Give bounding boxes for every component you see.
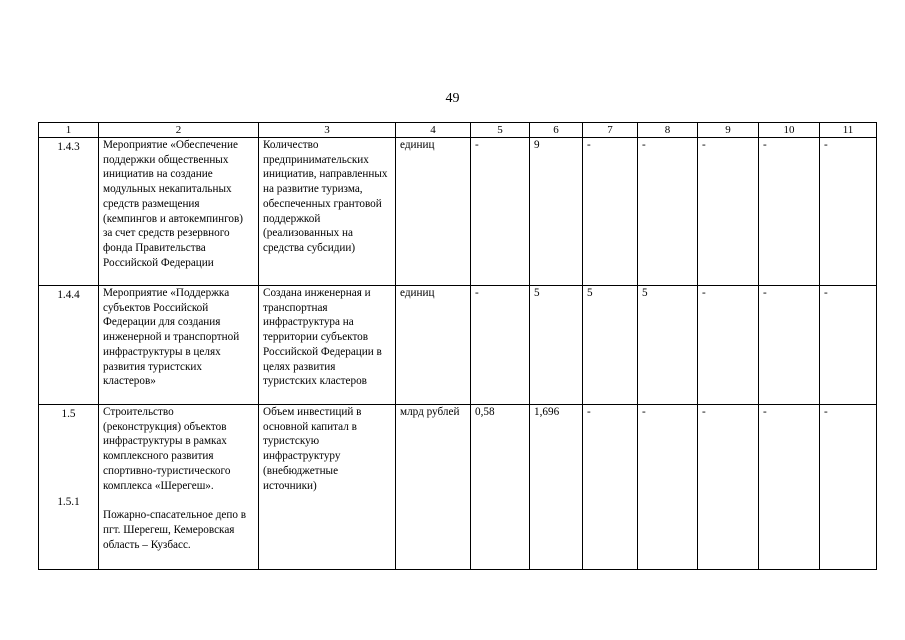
- value-cell: -: [759, 286, 820, 405]
- value-cell: 5: [638, 286, 698, 405]
- value-cell: 5: [583, 286, 638, 405]
- row-number: 1.4.3: [39, 138, 99, 286]
- value-cell: -: [583, 405, 638, 570]
- value-cell: -: [759, 138, 820, 286]
- unit-cell: млрд рублей: [396, 405, 471, 570]
- value-cell: -: [583, 138, 638, 286]
- event-cell: [99, 405, 259, 570]
- header-row: [39, 123, 877, 138]
- unit-cell: единиц: [396, 138, 471, 286]
- header-cell: 9: [698, 123, 759, 138]
- value-cell: -: [638, 405, 698, 570]
- event-text: Строительство (реконструкция) объектов инфраструктуры в рамках комплексного развития спортивно-туристического комплекса «Шерегеш».: [103, 406, 231, 492]
- value-cell: -: [698, 138, 759, 286]
- indicator-cell: Создана инженерная и транспортная инфраструктура на территории субъектов Российской Федерации в целях развития туристских кластеров: [259, 286, 396, 405]
- indicators-table: [38, 122, 877, 570]
- value-cell: -: [638, 138, 698, 286]
- value-cell: 5: [530, 286, 583, 405]
- value-cell: 0,58: [471, 405, 530, 570]
- value-cell: -: [820, 405, 877, 570]
- header-cell: 8: [638, 123, 698, 138]
- value-cell: 9: [530, 138, 583, 286]
- header-cell: 5: [471, 123, 530, 138]
- header-cell: 1: [39, 123, 99, 138]
- sub-event-text: Пожарно-спасательное депо в пгт. Шерегеш, Кемеровская область – Кузбасс.: [103, 509, 247, 551]
- indicator-cell: Объем инвестиций в основной капитал в туристскую инфраструктуру (внебюджетные источники): [259, 405, 396, 570]
- header-cell: 11: [820, 123, 877, 138]
- table-row: [39, 286, 877, 405]
- row-number: 1.4.4: [39, 286, 99, 405]
- header-cell: 3: [259, 123, 396, 138]
- table-row: [39, 138, 877, 286]
- value-cell: -: [698, 405, 759, 570]
- header-cell: 2: [99, 123, 259, 138]
- value-cell: -: [820, 138, 877, 286]
- header-cell: 4: [396, 123, 471, 138]
- value-cell: 1,696: [530, 405, 583, 570]
- value-cell: -: [820, 286, 877, 405]
- page-number: 49: [445, 91, 460, 106]
- header-cell: 7: [583, 123, 638, 138]
- row-number: 1.5: [61, 408, 76, 420]
- value-cell: -: [759, 405, 820, 570]
- value-cell: -: [471, 138, 530, 286]
- event-cell: Мероприятие «Обеспечение поддержки общественных инициатив на создание модульных некапитальных средств размещения (кемпингов и автокемпингов) за счет средств резервного фонда Правительства Российской Федерации: [99, 138, 259, 286]
- value-cell: -: [471, 286, 530, 405]
- sub-row-number: 1.5.1: [57, 495, 80, 508]
- value-cell: -: [698, 286, 759, 405]
- event-cell: Мероприятие «Поддержка субъектов Российской Федерации для создания инженерной и транспортной инфраструктуры в целях развития туристских кластеров»: [99, 286, 259, 405]
- row-number-cell: [39, 405, 99, 570]
- indicator-cell: Количество предпринимательских инициатив, направленных на развитие туризма, обеспеченных грантовой поддержкой (реализованных на средства субсидии): [259, 138, 396, 286]
- table-row: [39, 405, 877, 570]
- unit-cell: единиц: [396, 286, 471, 405]
- header-cell: 6: [530, 123, 583, 138]
- header-cell: 10: [759, 123, 820, 138]
